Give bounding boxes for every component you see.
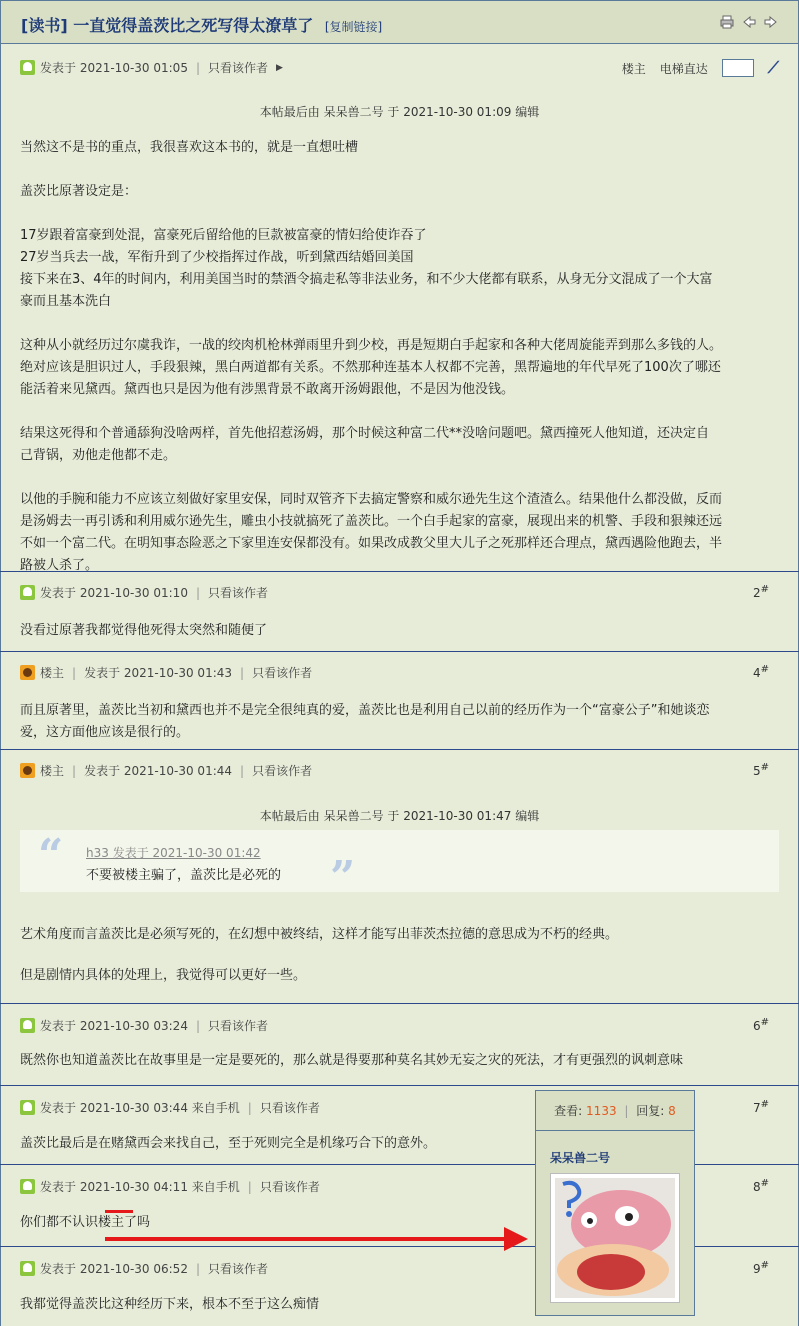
post-meta: 楼主 | 发表于 2021-10-30 01:43 | 只看该作者 <box>20 664 312 681</box>
view-author-link[interactable]: 只看该作者 <box>208 586 269 600</box>
view-author-link[interactable]: 只看该作者 <box>208 1262 269 1276</box>
post-meta: 发表于 2021-10-30 03:44 来自手机 | 只看该作者 <box>20 1099 320 1116</box>
post-content: 既然你也知道盖茨比在故事里是一定是要死的，那么就是得要那种莫名其妙无妄之灾的死法，才有更强烈的讽刺意味 <box>20 1053 684 1068</box>
post-2 <box>0 572 799 652</box>
view-author-link[interactable]: 只看该作者 <box>208 61 269 75</box>
post-content: 盖茨比最后是在赌黛西会来找自己，至于死则完全是机缘巧合下的意外。 <box>20 1136 437 1151</box>
thread-title-text: 一直觉得盖茨比之死写得太潦草了 <box>73 16 314 35</box>
user-avatar-icon[interactable] <box>20 585 35 600</box>
user-avatar-icon[interactable] <box>20 1179 35 1194</box>
user-avatar-icon[interactable] <box>20 60 35 75</box>
post-meta: 发表于 2021-10-30 04:11 来自手机 | 只看该作者 <box>20 1178 320 1195</box>
floor-number[interactable]: 4# <box>752 664 769 680</box>
user-avatar-icon[interactable] <box>20 1261 35 1276</box>
user-avatar-icon[interactable] <box>20 1100 35 1115</box>
views-count: 1133 <box>586 1104 617 1118</box>
floor-number[interactable]: 5# <box>752 762 769 778</box>
post-meta: 发表于 2021-10-30 01:10 | 只看该作者 <box>20 584 268 601</box>
post-content: 你们都不认识楼主了吗 <box>20 1215 151 1230</box>
post-tools <box>622 58 779 78</box>
louzhu-badge: 楼主 <box>40 666 65 680</box>
floor-number[interactable]: 7# <box>752 1099 769 1115</box>
view-author-link[interactable]: 只看该作者 <box>208 1019 269 1033</box>
view-author-link[interactable]: 只看该作者 <box>259 1101 320 1115</box>
quote-text: 不要被楼主骗了，盖茨比是必死的 <box>86 868 282 883</box>
red-arrow-head <box>504 1227 528 1251</box>
edit-note: 本帖最后由 呆呆兽二号 于 2021-10-30 01:47 编辑 <box>259 809 540 823</box>
red-arrow-line <box>105 1237 505 1241</box>
louzhu-badge: 楼主 <box>40 764 65 778</box>
post-content: 当然这不是书的重点，我很喜欢这本书的，就是一直想吐槽 盖茨比原著设定是： 17岁跟着富豪到处混，富豪死后留给他的巨款被富豪的情妇给使诈吞了 27岁当兵去一战，军衔升到了少校指挥过作战，听到黛西结婚回美国 接下来在3、4年的时间内，利用美国当时的禁酒令搞走私等非法业务，和不少大佬都有联系，从身无分文混成了一个大富 豪而且基本洗白 这种从小就经历过尔虞我诈，一战的绞肉机枪林弹雨里升到少校，再是短期白手起家和各种大佬周旋能弄到那么多钱的人。 绝对应该是胆识过人，手段狠辣，黑白两道都有关系。不然那种连基本人权都不完善，黑帮遍地的年代早死了100次了哪还 能活着来见黛西。黛西也只是因为他有涉黑背景不敢离开汤姆跟他，不是因为他没钱。 结果这死得和个普通舔狗没啥两样，首先他招惹汤姆，那个时候这种富二代**没啥问题吧。黛西撞死人他知道，还决定自 己背锅，劝他走他都不走。 以他的手腕和能力不应该立刻做好家里安保，同时双管齐下去搞定警察和威尔逊先生这个渣渣么。结果他什么都没做，反而 是汤姆去一再引诱和利用威尔逊先生，雕虫小技就搞死了盖茨比。一个白手起家的富豪，展现出来的机警、手段和狠辣还远 不如一个富二代。在明知事态险恶之下家里连安保都没有。如果改成教父里大儿子之死那样还合理点，黛西遇险他跑去，半 路被人杀了。 <box>20 140 723 573</box>
view-author-link[interactable]: 只看该作者 <box>252 666 313 680</box>
post-meta: 发表于 2021-10-30 03:24 | 只看该作者 <box>20 1017 268 1034</box>
title-toolbar <box>720 15 778 29</box>
view-author-link[interactable]: 只看该作者 <box>259 1180 320 1194</box>
post-meta: 发表于 2021-10-30 06:52 | 只看该作者 <box>20 1260 268 1277</box>
edit-note: 本帖最后由 呆呆兽二号 于 2021-10-30 01:09 编辑 <box>259 105 540 119</box>
print-icon[interactable] <box>720 15 734 29</box>
user-popup-card <box>535 1090 695 1316</box>
thread-stats: 查看: 1133 | 回复: 8 <box>536 1091 694 1131</box>
copy-link-button[interactable]: [复制链接] <box>324 20 383 34</box>
thread-tag[interactable]: [读书] <box>21 16 68 35</box>
thread-title <box>21 13 382 36</box>
post-content: 而且原著里，盖茨比当初和黛西也并不是完全很纯真的爱，盖茨比也是利用自己以前的经历作为一个“富豪公子”和她谈恋 爱，这方面他应该是很行的。 <box>20 703 710 740</box>
replies-count: 8 <box>668 1104 676 1118</box>
red-underline-mark <box>105 1210 133 1213</box>
post-1 <box>0 44 799 572</box>
quote-source-link[interactable]: h33 发表于 2021-10-30 01:42 <box>86 846 261 860</box>
floor-number[interactable]: 9# <box>752 1260 769 1276</box>
jump-floor-label: 电梯直达 <box>659 61 708 76</box>
post-content: 艺术角度而言盖茨比是必须写死的，在幻想中被终结，这样才能写出菲茨杰拉德的意思成为不朽的经典。 但是剧情内具体的处理上，我觉得可以更好一些。 <box>20 927 619 983</box>
slowpoke-avatar-image[interactable] <box>550 1173 680 1303</box>
jump-floor-input[interactable] <box>722 59 754 77</box>
post-meta: 楼主 | 发表于 2021-10-30 01:44 | 只看该作者 <box>20 762 312 779</box>
post-content: 我都觉得盖茨比这种经历下来，根本不至于这么痴情 <box>20 1297 320 1312</box>
louzhu-avatar-icon[interactable] <box>20 665 35 680</box>
previous-thread-icon[interactable] <box>742 15 756 29</box>
post-meta: 发表于 2021-10-30 01:05 | 只看该作者 ▶ <box>20 59 283 76</box>
floor-number[interactable]: 2# <box>752 584 769 600</box>
louzhu-avatar-icon[interactable] <box>20 763 35 778</box>
user-avatar-icon[interactable] <box>20 1018 35 1033</box>
close-quote-icon: ” <box>330 852 356 903</box>
post-6 <box>0 1004 799 1086</box>
louzhu-link[interactable]: 楼主 <box>621 61 646 76</box>
quote-block <box>20 830 779 903</box>
view-author-link[interactable]: 只看该作者 <box>252 764 313 778</box>
next-thread-icon[interactable] <box>764 15 778 29</box>
post-content: 没看过原著我都觉得他死得太突然和随便了 <box>20 623 268 638</box>
jump-go-icon[interactable]: ⟋ <box>767 58 779 77</box>
post-time: 发表于 2021-10-30 01:05 <box>40 61 188 75</box>
open-quote-icon: “ <box>38 830 64 881</box>
floor-number[interactable]: 8# <box>752 1178 769 1194</box>
floor-number[interactable]: 6# <box>752 1017 769 1033</box>
triangle-right-icon[interactable]: ▶ <box>276 62 283 73</box>
popup-username[interactable]: 呆呆兽二号 <box>550 1151 611 1165</box>
thread-title-bar <box>0 0 799 44</box>
post-4 <box>0 652 799 750</box>
